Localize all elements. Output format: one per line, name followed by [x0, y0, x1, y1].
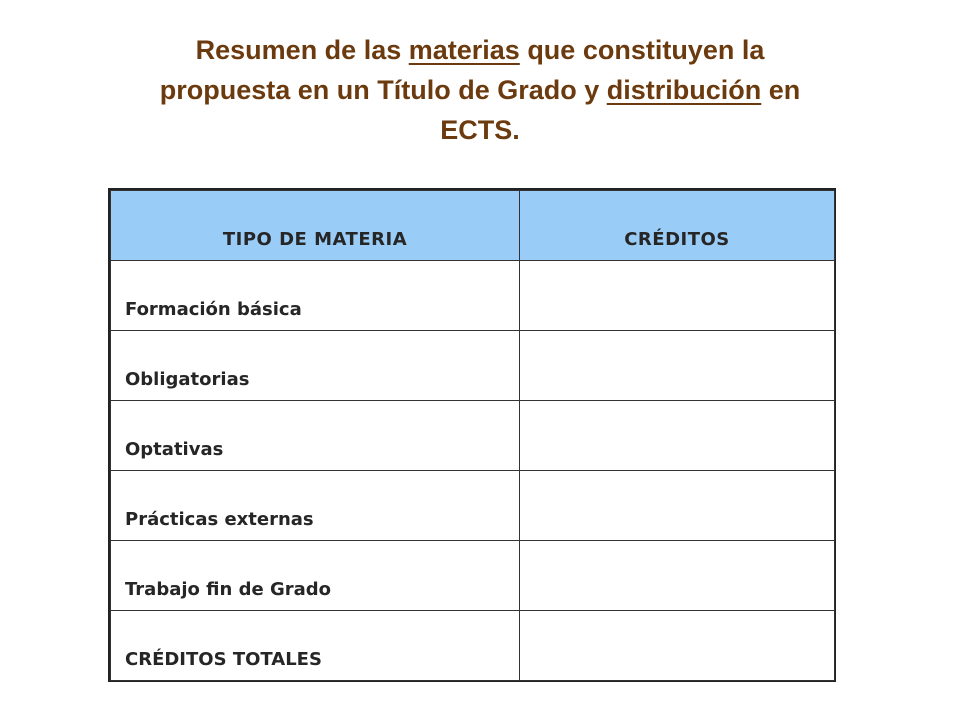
title-link-materias[interactable]: materias [408, 35, 520, 65]
title-link-distribucion[interactable]: distribución [606, 75, 762, 105]
table-row [111, 401, 835, 471]
title-line2-a: propuesta en un Título de Grado y [159, 75, 607, 105]
row-label-formacion-basica: Formación básica [111, 261, 520, 331]
table-row [111, 471, 835, 541]
title-line3: ECTS. [440, 115, 520, 145]
table-row [111, 261, 835, 331]
table-row [111, 611, 835, 681]
header-tipo-de-materia: TIPO DE MATERIA [111, 191, 520, 261]
row-value-trabajo-fin-de-grado [520, 541, 835, 611]
table-row [111, 331, 835, 401]
row-label-optativas: Optativas [111, 401, 520, 471]
title-line1-a: Resumen de las [195, 35, 409, 65]
table-header-row [111, 191, 835, 261]
row-value-formacion-basica [520, 261, 835, 331]
title-line2-b: en [761, 75, 801, 105]
row-value-practicas-externas [520, 471, 835, 541]
slide-title [60, 30, 900, 150]
row-label-creditos-totales: CRÉDITOS TOTALES [111, 611, 520, 681]
row-value-creditos-totales [520, 611, 835, 681]
table-row [111, 541, 835, 611]
title-line1-b: que constituyen la [519, 35, 765, 65]
row-value-obligatorias [520, 331, 835, 401]
summary-table-container [108, 188, 836, 682]
row-label-obligatorias: Obligatorias [111, 331, 520, 401]
header-creditos: CRÉDITOS [520, 191, 835, 261]
row-label-trabajo-fin-de-grado: Trabajo fin de Grado [111, 541, 520, 611]
row-value-optativas [520, 401, 835, 471]
row-label-practicas-externas: Prácticas externas [111, 471, 520, 541]
summary-table [110, 190, 835, 681]
